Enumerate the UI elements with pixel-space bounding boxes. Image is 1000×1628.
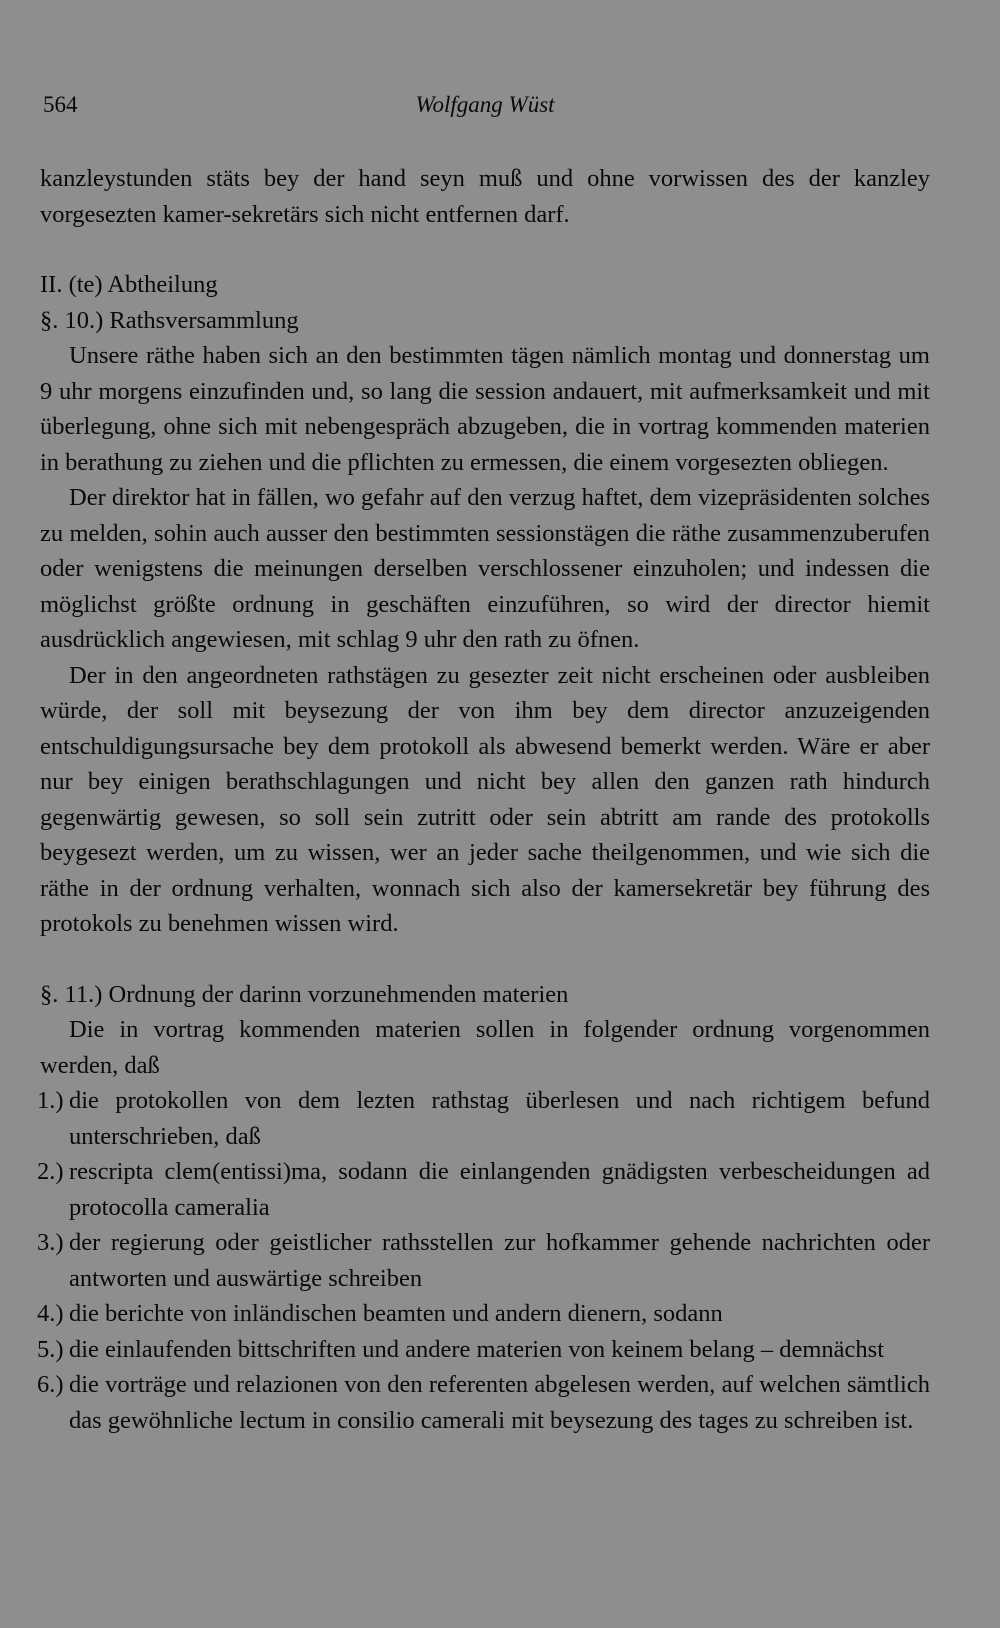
section-11 [37,977,930,1439]
list-item-number: 3.) [37,1229,64,1256]
document-page [37,0,930,1434]
paragraph-rathsversammlung-3: Der in den angeordneten rathstägen zu gesezter zeit nicht erscheinen oder ausbleiben würde, der soll mit beysezung der von ihm bey dem director anzuzeigenden entschuldigungsursache bey dem protokoll als abwesend bemerkt werden. Wäre er aber nur bey einigen berathschlagungen und nicht bey allen den ganzen rath hindurch gegenwärtig gewesen, so soll sein zutritt oder sein abtritt am rande des protokolls beygesezt werden, um zu wissen, wer an jeder sache theilgenommen, und wie sich die räthe in der ordnung verhalten, wonnach sich also der kamersekretär bey führung des protokols zu benehmen wissen wird. [40,661,930,937]
list-item-text: rescripta clem(entissi)ma, sodann die einlangenden gnädigsten verbescheidungen ad protocolla cameralia [69,1158,930,1221]
running-head: Wolfgang Wüst [415,92,555,117]
section-gap [40,942,930,977]
section-ii [40,267,930,942]
list-item [37,1367,930,1438]
page-header [40,0,930,140]
intro-paragraph: kanzleystunden stäts bey der hand seyn muß und ohne vorwissen des der kanzley vorgesezten kamer-sekretärs sich nicht entfernen darf. [40,165,930,228]
list-item [37,1332,930,1368]
list-item-text: der regierung oder geistlicher rathsstellen zur hofkammer gehende nachrichten oder antworten und auswärtige schreiben [69,1229,930,1292]
materien-list [37,1083,930,1438]
list-item-text: die protokollen von dem lezten rathstag überlesen und nach richtigem befund unterschrieben, daß [69,1087,930,1150]
section-ii-title: II. (te) Abtheilung [40,271,218,298]
list-item-text: die berichte von inländischen beamten und andern dienern, sodann [69,1300,723,1327]
list-item-number: 6.) [37,1371,64,1398]
list-item [37,1225,930,1296]
paragraph-rathsversammlung-2: Der direktor hat in fällen, wo gefahr auf den verzug haftet, dem vizepräsidenten solches zu melden, sohin auch ausser den bestimmten sessionstägen die räthe zusammenzuberufen oder wenigstens die meinungen derselben verschlossener einzuholen; und indessen die möglichst größte ordnung in geschäften einzuführen, so wird der director hiemit ausdrücklich angewiesen, mit schlag 9 uhr den rath zu öfnen. [40,484,930,653]
section-gap [40,232,930,267]
list-item-text: die einlaufenden bittschriften und andere materien von keinem belang – demnächst [69,1335,885,1363]
list-item-number: 5.) [37,1335,64,1363]
list-item-number: 4.) [37,1300,64,1327]
list-item-number: 2.) [37,1158,64,1185]
page-number: 564 [43,92,78,117]
list-item-number: 1.) [37,1087,64,1114]
section-11-title: §. 11.) Ordnung der darinn vorzunehmenden materien [40,980,569,1008]
list-item-text: die vorträge und relazionen von den referenten abgelesen werden, auf welchen sämtlich das gewöhnliche lectum in consilio camerali mit beysezung des tages zu schreiben ist. [69,1371,930,1434]
list-item [37,1296,930,1332]
section-11-intro: Die in vortrag kommenden materien sollen in folgender ordnung vorgenommen werden, daß [40,1016,930,1079]
list-item [37,1154,930,1225]
page-content [37,161,930,1438]
list-item [37,1083,930,1154]
paragraph-rathsversammlung-1: Unsere räthe haben sich an den bestimmten tägen nämlich montag und donnerstag um 9 uhr morgens einzufinden und, so lang die session andauert, mit aufmerksamkeit und mit überlegung, ohne sich mit nebengespräch abzugeben, die in vortrag kommenden materien in berathung zu ziehen und die pflichten zu ermessen, die einem vorgesezten obliegen. [40,342,930,476]
section-10-title: §. 10.) Rathsversammlung [40,306,299,334]
